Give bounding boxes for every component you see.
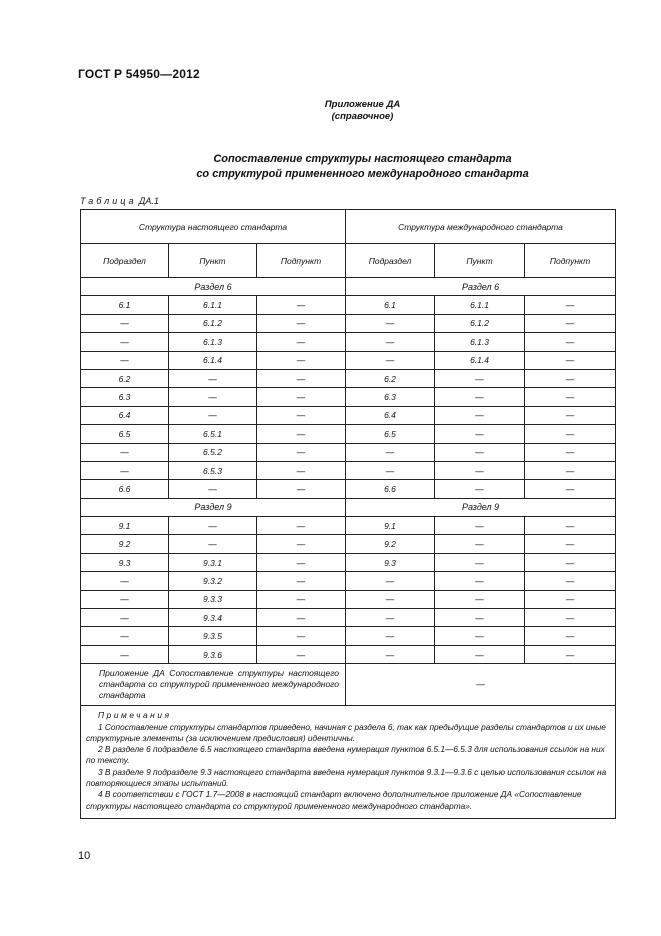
table-cell: — (169, 406, 257, 424)
column-header: Подпункт (257, 244, 346, 278)
table-cell: 6.5 (346, 425, 435, 443)
group-header-national: Структура настоящего стандарта (81, 210, 346, 244)
table-cell: — (435, 443, 525, 461)
group-header-international: Структура международного стандарта (346, 210, 616, 244)
table-cell: 6.1.2 (169, 314, 257, 332)
table-cell: — (81, 333, 169, 351)
table-cell: — (435, 627, 525, 645)
table-cell: — (257, 480, 346, 498)
table-column-header-row (81, 244, 616, 278)
table-row (81, 609, 616, 627)
appendix-row-value: — (346, 664, 616, 706)
table-cell: — (169, 535, 257, 553)
table-cell: — (525, 461, 616, 479)
table-cell: — (257, 609, 346, 627)
table-cell: — (435, 517, 525, 535)
table-cell: — (257, 314, 346, 332)
table-cell: — (435, 461, 525, 479)
table-cell: — (435, 406, 525, 424)
heading-line-2: со структурой примененного международного стандарта (196, 168, 529, 180)
table-cell: 9.1 (346, 517, 435, 535)
table-row (81, 461, 616, 479)
table-cell: — (257, 645, 346, 663)
section-label: Раздел 6 (81, 278, 346, 296)
table-cell: 6.6 (81, 480, 169, 498)
table-cell: 9.3.3 (169, 590, 257, 608)
table-cell: 6.1 (81, 296, 169, 314)
table-cell: 6.5.1 (169, 425, 257, 443)
table-cell: — (525, 627, 616, 645)
table-row (81, 369, 616, 387)
table-row (81, 645, 616, 663)
table-cell: — (346, 609, 435, 627)
table-cell: 6.1.3 (435, 333, 525, 351)
table-row (81, 480, 616, 498)
table-cell: 6.3 (81, 388, 169, 406)
section-label: Раздел 9 (346, 498, 616, 516)
table-cell: 6.2 (81, 369, 169, 387)
table-cell: 9.2 (346, 535, 435, 553)
table-cell: 6.1.3 (169, 333, 257, 351)
table-row (81, 572, 616, 590)
appendix-row-text: Приложение ДА Сопоставление структуры настоящего стандарта со структурой примененного международного стандарта (81, 664, 346, 706)
table-cell: — (435, 609, 525, 627)
table-cell: — (81, 627, 169, 645)
column-header: Пункт (435, 244, 525, 278)
structure-comparison-table (80, 209, 616, 819)
document-code: ГОСТ Р 54950—2012 (78, 67, 200, 81)
table-cell: 9.3 (346, 553, 435, 571)
table-cell: — (525, 553, 616, 571)
table-cell: — (525, 645, 616, 663)
table-cell: 9.3 (81, 553, 169, 571)
table-row (81, 627, 616, 645)
appendix-title: Приложение ДА (324, 99, 401, 110)
table-cell: — (81, 443, 169, 461)
table-cell: — (525, 388, 616, 406)
table-cell: 6.1.1 (435, 296, 525, 314)
table-cell: — (435, 553, 525, 571)
table-cell: — (435, 369, 525, 387)
table-cell: — (435, 590, 525, 608)
table-cell: — (346, 461, 435, 479)
table-cell: 6.1.4 (169, 351, 257, 369)
table-row (81, 517, 616, 535)
table-cell: 9.3.5 (169, 627, 257, 645)
table-cell: — (435, 425, 525, 443)
table-row (81, 296, 616, 314)
table-caption-id: ДА.1 (139, 196, 159, 206)
notes-cell (81, 706, 616, 819)
table-cell: — (169, 480, 257, 498)
table-cell: — (257, 535, 346, 553)
table-cell: — (525, 517, 616, 535)
table-cell: — (257, 553, 346, 571)
table-row (81, 406, 616, 424)
appendix-row (81, 664, 616, 706)
table-cell: 6.3 (346, 388, 435, 406)
table-cell: — (257, 627, 346, 645)
note-item: 2 В разделе 6 подразделе 6.5 настоящего стандарта введена нумерация пунктов 6.5.1—6.5.3 для использования ссылок на них по тексту. (86, 744, 605, 766)
table-caption-prefix: Таблица (80, 196, 137, 206)
table-cell: — (81, 590, 169, 608)
table-cell: — (81, 645, 169, 663)
table-caption (80, 196, 159, 206)
table-cell: — (257, 461, 346, 479)
notes-title: Примечания (98, 710, 172, 721)
table-cell: — (346, 572, 435, 590)
table-cell: — (257, 572, 346, 590)
table-cell: — (169, 369, 257, 387)
column-header: Пункт (169, 244, 257, 278)
table-cell: 6.1.4 (435, 351, 525, 369)
table-cell: — (525, 314, 616, 332)
table-cell: 6.2 (346, 369, 435, 387)
notes-row (81, 706, 616, 819)
table-cell: — (435, 535, 525, 553)
table-group-header-row (81, 210, 616, 244)
table-cell: 9.1 (81, 517, 169, 535)
table-row (81, 590, 616, 608)
table-cell: 9.3.1 (169, 553, 257, 571)
table-cell: — (525, 572, 616, 590)
table-row (81, 314, 616, 332)
table-cell: 6.1.1 (169, 296, 257, 314)
table-cell: — (81, 461, 169, 479)
table-cell: — (81, 314, 169, 332)
table-cell: — (435, 645, 525, 663)
table-cell: 9.3.2 (169, 572, 257, 590)
table-cell: — (257, 296, 346, 314)
table-cell: — (525, 590, 616, 608)
table-cell: — (257, 425, 346, 443)
table-row (81, 425, 616, 443)
heading-line-1: Сопоставление структуры настоящего стандарта (213, 153, 512, 165)
table-cell: — (525, 351, 616, 369)
table-cell: 6.5.3 (169, 461, 257, 479)
table-cell: 9.3.6 (169, 645, 257, 663)
column-header: Подраздел (346, 244, 435, 278)
table-cell: — (346, 443, 435, 461)
table-cell: — (257, 388, 346, 406)
table-cell: — (346, 333, 435, 351)
table-cell: — (525, 425, 616, 443)
note-item: 4 В соответствии с ГОСТ 1.7—2008 в настоящий стандарт включено дополнительное приложение ДА «Сопоставление структуры настоящего стандарта со структурой примененного международного стандарта». (86, 789, 582, 811)
table-cell: — (525, 333, 616, 351)
table-cell: — (525, 480, 616, 498)
table-cell: — (257, 590, 346, 608)
table-cell: — (81, 351, 169, 369)
column-header: Подраздел (81, 244, 169, 278)
table-cell: 6.1.2 (435, 314, 525, 332)
table-row (81, 351, 616, 369)
table-cell: — (525, 296, 616, 314)
table-row (81, 553, 616, 571)
table-cell: 9.3.4 (169, 609, 257, 627)
table-cell: — (346, 590, 435, 608)
table-cell: 6.4 (81, 406, 169, 424)
table-cell: 9.2 (81, 535, 169, 553)
table-cell: — (81, 572, 169, 590)
table-cell: — (257, 333, 346, 351)
table-cell: — (346, 627, 435, 645)
table-cell: — (525, 406, 616, 424)
section-label: Раздел 6 (346, 278, 616, 296)
table-cell: — (169, 388, 257, 406)
table-row (81, 535, 616, 553)
note-item: 3 В разделе 9 подразделе 9.3 настоящего стандарта введена нумерация пунктов 9.3.1—9.3.6 с целью использования ссылок на повторяющиеся этапы испытаний. (86, 766, 607, 788)
table-cell: — (169, 517, 257, 535)
table-cell: — (257, 517, 346, 535)
table-cell: — (525, 369, 616, 387)
section-9-row (81, 498, 616, 516)
table-cell: 6.1 (346, 296, 435, 314)
table-cell: 6.4 (346, 406, 435, 424)
table-cell: — (346, 351, 435, 369)
table-cell: — (525, 535, 616, 553)
table-cell: 6.6 (346, 480, 435, 498)
table-row (81, 443, 616, 461)
table-cell: 6.5.2 (169, 443, 257, 461)
column-header: Подпункт (525, 244, 616, 278)
table-cell: — (257, 406, 346, 424)
note-item: 1 Сопоставление структуры стандартов приведено, начиная с раздела 6, так как предыдущие разделы стандартов и их иные структурные элементы (за исключением предисловия) идентичны. (86, 721, 606, 743)
table-cell: — (81, 609, 169, 627)
table-cell: — (257, 443, 346, 461)
table-cell: — (346, 645, 435, 663)
table-cell: — (257, 369, 346, 387)
section-6-row (81, 278, 616, 296)
table-cell: 6.5 (81, 425, 169, 443)
table-cell: — (346, 314, 435, 332)
table-row (81, 333, 616, 351)
page-number: 10 (78, 850, 91, 862)
section-label: Раздел 9 (81, 498, 346, 516)
table-cell: — (525, 609, 616, 627)
table-cell: — (435, 572, 525, 590)
table-cell: — (525, 443, 616, 461)
table-cell: — (257, 351, 346, 369)
table-cell: — (435, 388, 525, 406)
appendix-type: (справочное) (331, 111, 394, 122)
table-row (81, 388, 616, 406)
table-cell: — (435, 480, 525, 498)
